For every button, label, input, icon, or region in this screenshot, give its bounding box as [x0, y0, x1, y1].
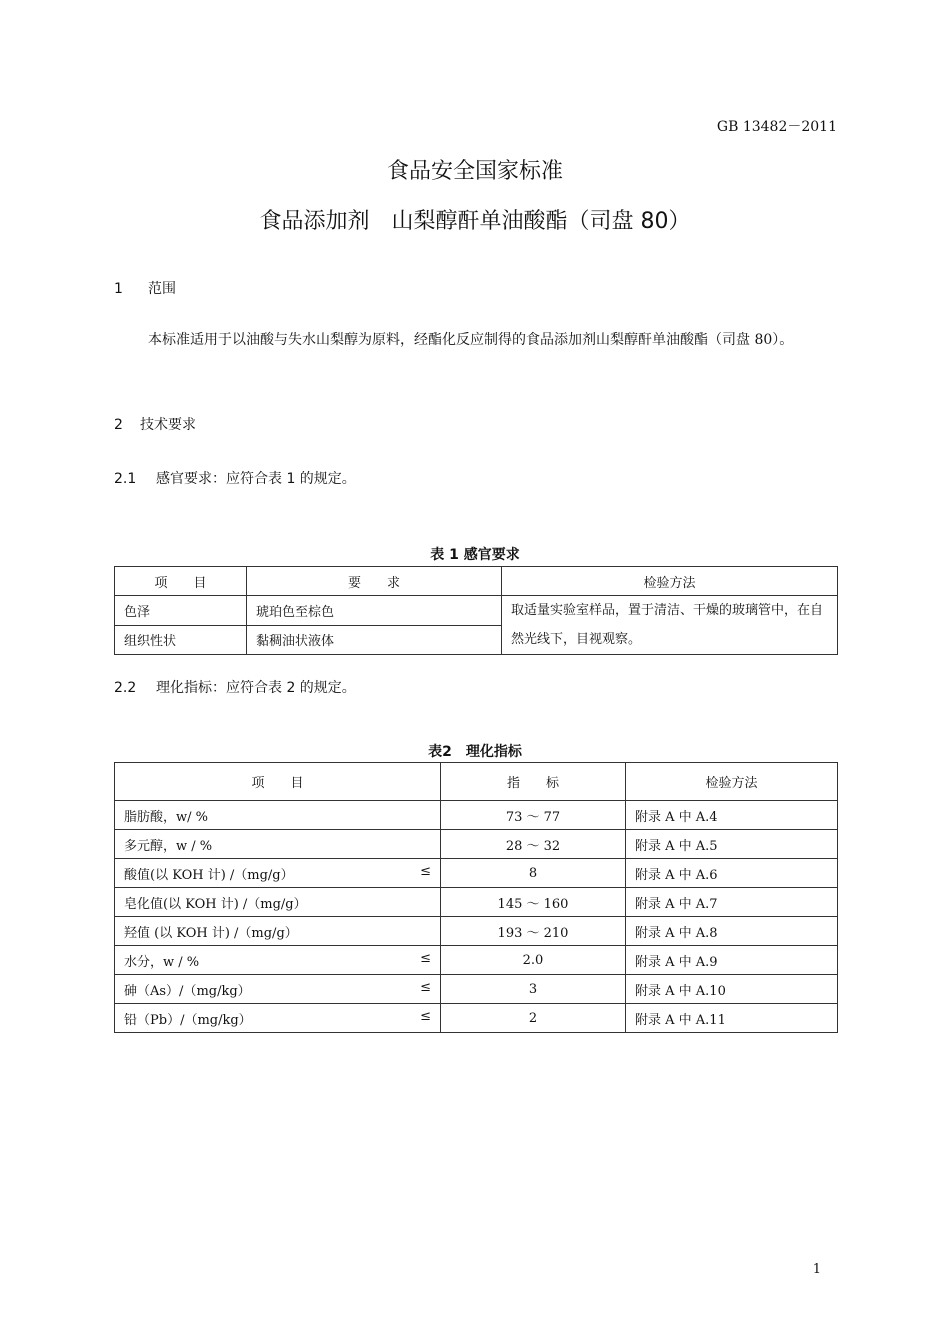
section-2-2-heading: [114, 677, 356, 697]
scope-paragraph: 本标准适用于以油酸与失水山梨醇为原料，经酯化反应制得的食品添加剂山梨醇酐单油酸酯（司盘 80）。: [148, 332, 794, 348]
row-item: [115, 801, 441, 830]
row-method: 附录 A 中 A.10: [626, 975, 838, 1004]
table-2-caption: 表2 理化指标: [428, 744, 522, 760]
header-item: 项 目: [115, 567, 247, 596]
row-value: 193 ～ 210: [441, 917, 626, 946]
table-1-caption: 表 1 感官要求: [430, 547, 520, 563]
document-code: GB 13482－2011: [716, 119, 837, 135]
table-row: [115, 801, 838, 830]
section-text: 感官要求：应符合表 1 的规定。: [156, 471, 356, 487]
limit-sign: ≤: [420, 863, 431, 879]
table-row: [115, 975, 838, 1004]
row-value: 2.0: [441, 946, 626, 975]
document-title-main: 食品安全国家标准: [386, 159, 563, 184]
page-number: 1: [812, 1262, 821, 1277]
table-header-row: [115, 763, 838, 801]
limit-sign: ≤: [420, 1008, 431, 1024]
section-2-1-heading: [114, 468, 356, 488]
limit-sign: ≤: [420, 979, 431, 995]
row-value: 3: [441, 975, 626, 1004]
header-requirement: 要 求: [247, 567, 502, 596]
row-method: 附录 A 中 A.8: [626, 917, 838, 946]
table-row: [115, 1004, 838, 1033]
table-row: [115, 917, 838, 946]
section-number: 2: [114, 417, 123, 433]
row-item: [115, 917, 441, 946]
row-method: 取适量实验室样品，置于清洁、干燥的玻璃管中，在自然光线下，目视观察。: [502, 596, 838, 655]
section-number: 1: [114, 281, 123, 297]
section-1-heading: [114, 278, 176, 298]
item-label: 羟值 (以 KOH 计) /（mg/g）: [124, 925, 298, 941]
item-label: 多元醇，w / %: [124, 838, 213, 854]
sensory-requirements-table: [114, 566, 838, 655]
header-item: 项 目: [115, 763, 441, 801]
row-item: [115, 975, 441, 1004]
table-row: [115, 830, 838, 859]
row-item: 组织性状: [115, 625, 247, 655]
item-label: 酸值(以 KOH 计) /（mg/g）: [124, 867, 294, 883]
section-2-heading: [114, 414, 196, 434]
row-requirement: 黏稠油状液体: [247, 625, 502, 655]
row-value: 2: [441, 1004, 626, 1033]
row-item: [115, 1004, 441, 1033]
table-row: [115, 859, 838, 888]
row-requirement: 琥珀色至棕色: [247, 596, 502, 626]
header-method: 检验方法: [502, 567, 838, 596]
document-title-sub: 食品添加剂 山梨醇酐单油酸酯（司盘 80）: [259, 209, 691, 234]
row-value: 28 ～ 32: [441, 830, 626, 859]
section-title: 范围: [148, 281, 176, 297]
row-method: 附录 A 中 A.6: [626, 859, 838, 888]
section-title: 技术要求: [140, 417, 196, 433]
row-item: [115, 859, 441, 888]
row-item: 色泽: [115, 596, 247, 626]
header-method: 检验方法: [626, 763, 838, 801]
row-method: 附录 A 中 A.11: [626, 1004, 838, 1033]
physicochemical-indicators-table: [114, 762, 838, 1033]
row-method: 附录 A 中 A.9: [626, 946, 838, 975]
header-indicator: 指 标: [441, 763, 626, 801]
section-number: 2.2: [114, 680, 137, 696]
row-item: [115, 888, 441, 917]
row-method: 附录 A 中 A.4: [626, 801, 838, 830]
item-label: 皂化值(以 KOH 计) /（mg/g）: [124, 896, 307, 912]
table-header-row: [115, 567, 838, 596]
section-number: 2.1: [114, 471, 137, 487]
row-item: [115, 830, 441, 859]
row-method: 附录 A 中 A.5: [626, 830, 838, 859]
row-item: [115, 946, 441, 975]
row-value: 73 ～ 77: [441, 801, 626, 830]
item-label: 铅（Pb）/（mg/kg）: [124, 1012, 252, 1028]
section-text: 理化指标：应符合表 2 的规定。: [156, 680, 356, 696]
table-row: [115, 888, 838, 917]
row-value: 145 ～ 160: [441, 888, 626, 917]
row-value: 8: [441, 859, 626, 888]
table-row: [115, 946, 838, 975]
item-label: 脂肪酸，w/ %: [124, 809, 208, 825]
table-row: [115, 596, 838, 626]
item-label: 砷（As）/（mg/kg）: [124, 983, 251, 999]
row-method: 附录 A 中 A.7: [626, 888, 838, 917]
item-label: 水分，w / %: [124, 954, 200, 970]
limit-sign: ≤: [420, 950, 431, 966]
